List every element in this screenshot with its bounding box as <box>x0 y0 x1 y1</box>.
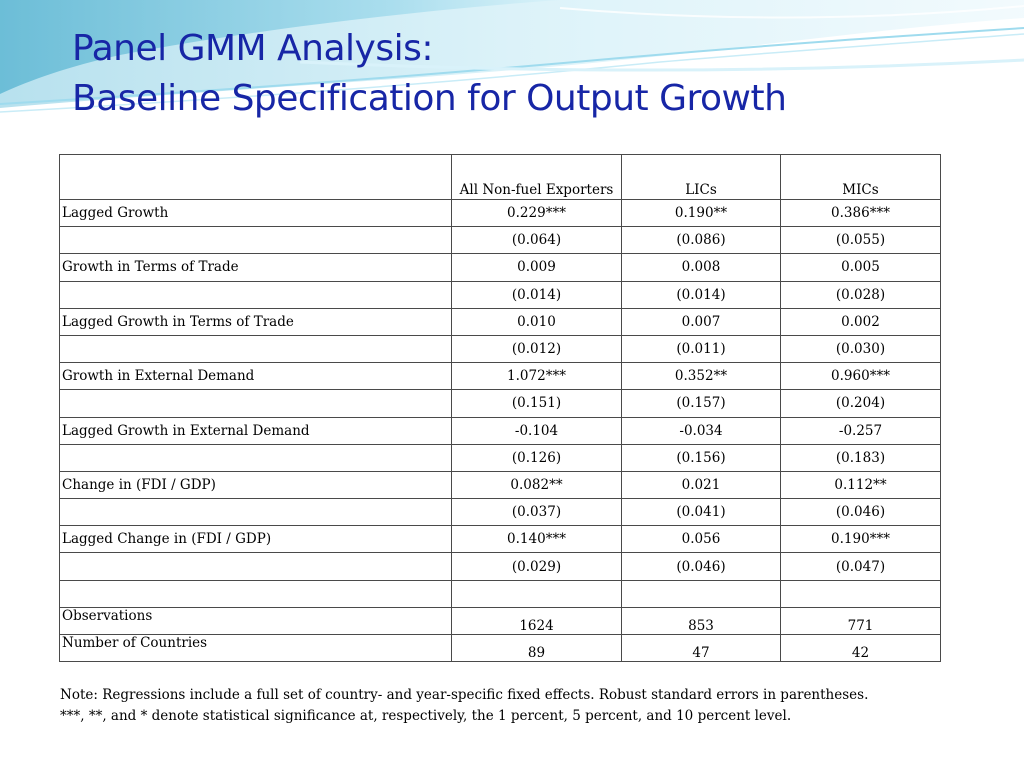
cell-mics: (0.030) <box>781 335 941 362</box>
table-row <box>60 607 941 634</box>
cell-mics: (0.055) <box>781 227 941 254</box>
cell-lics: 47 <box>622 635 781 662</box>
cell-lics: (0.156) <box>622 444 781 471</box>
header-cell-blank <box>60 155 452 200</box>
header-all-non-fuel-exporters: All Non-fuel Exporters <box>452 155 622 200</box>
note-line-2: ***, **, and * denote statistical significance at, respectively, the 1 percent, 5 percent, and 10 percent level. <box>60 708 792 724</box>
table-row <box>60 227 941 254</box>
cell-all: (0.014) <box>452 281 622 308</box>
table-header-row <box>60 155 941 200</box>
cell-lics: 0.021 <box>622 471 781 498</box>
row-label <box>60 281 452 308</box>
cell-all <box>452 580 622 607</box>
cell-lics: 0.008 <box>622 254 781 281</box>
table-row <box>60 553 941 580</box>
row-label: Change in (FDI / GDP) <box>60 471 452 498</box>
row-label <box>60 499 452 526</box>
cell-lics: 0.056 <box>622 526 781 553</box>
row-label <box>60 227 452 254</box>
cell-mics: 0.386*** <box>781 200 941 227</box>
row-label: Lagged Growth in External Demand <box>60 417 452 444</box>
cell-all: 0.082** <box>452 471 622 498</box>
table-row <box>60 390 941 417</box>
table-row <box>60 254 941 281</box>
cell-mics: -0.257 <box>781 417 941 444</box>
row-label <box>60 444 452 471</box>
cell-mics <box>781 580 941 607</box>
cell-mics: 0.960*** <box>781 363 941 390</box>
cell-lics: -0.034 <box>622 417 781 444</box>
table-row <box>60 499 941 526</box>
cell-lics <box>622 580 781 607</box>
header-lics: LICs <box>622 155 781 200</box>
header-mics: MICs <box>781 155 941 200</box>
table-row <box>60 526 941 553</box>
row-label <box>60 580 452 607</box>
table-row <box>60 200 941 227</box>
cell-mics: (0.047) <box>781 553 941 580</box>
cell-all: (0.037) <box>452 499 622 526</box>
row-label <box>60 335 452 362</box>
cell-mics: 0.112** <box>781 471 941 498</box>
table-row <box>60 417 941 444</box>
row-label <box>60 390 452 417</box>
row-label <box>60 553 452 580</box>
cell-lics: 853 <box>622 607 781 634</box>
cell-mics: 0.005 <box>781 254 941 281</box>
cell-mics: (0.204) <box>781 390 941 417</box>
cell-all: 0.010 <box>452 308 622 335</box>
cell-lics: (0.011) <box>622 335 781 362</box>
row-label: Lagged Growth <box>60 200 452 227</box>
table-row <box>60 335 941 362</box>
cell-mics: 771 <box>781 607 941 634</box>
row-label: Lagged Change in (FDI / GDP) <box>60 526 452 553</box>
cell-mics: (0.183) <box>781 444 941 471</box>
cell-mics: 0.002 <box>781 308 941 335</box>
row-label: Growth in Terms of Trade <box>60 254 452 281</box>
cell-lics: 0.007 <box>622 308 781 335</box>
cell-all: (0.012) <box>452 335 622 362</box>
row-label: Observations <box>60 607 452 634</box>
cell-all: 1624 <box>452 607 622 634</box>
row-label: Lagged Growth in Terms of Trade <box>60 308 452 335</box>
cell-all: (0.126) <box>452 444 622 471</box>
cell-all: 0.140*** <box>452 526 622 553</box>
cell-all: (0.151) <box>452 390 622 417</box>
cell-all: (0.029) <box>452 553 622 580</box>
table-row <box>60 580 941 607</box>
table-row <box>60 281 941 308</box>
cell-mics: 0.190*** <box>781 526 941 553</box>
table-row <box>60 635 941 662</box>
row-label: Number of Countries <box>60 635 452 662</box>
cell-mics: (0.028) <box>781 281 941 308</box>
title-line-2: Baseline Specification for Output Growth <box>72 78 787 119</box>
table-row <box>60 444 941 471</box>
cell-mics: (0.046) <box>781 499 941 526</box>
cell-lics: (0.157) <box>622 390 781 417</box>
cell-lics: (0.046) <box>622 553 781 580</box>
table-row <box>60 363 941 390</box>
cell-mics: 42 <box>781 635 941 662</box>
cell-all: 0.229*** <box>452 200 622 227</box>
table-row <box>60 308 941 335</box>
regression-table <box>59 154 941 662</box>
cell-all: 89 <box>452 635 622 662</box>
slide-title <box>72 24 786 124</box>
cell-lics: 0.352** <box>622 363 781 390</box>
cell-all: 1.072*** <box>452 363 622 390</box>
cell-lics: (0.086) <box>622 227 781 254</box>
cell-lics: (0.014) <box>622 281 781 308</box>
title-line-1: Panel GMM Analysis: <box>72 28 433 69</box>
cell-all: (0.064) <box>452 227 622 254</box>
row-label: Growth in External Demand <box>60 363 452 390</box>
note-line-1: Note: Regressions include a full set of country- and year-specific fixed effects. Robust standard errors in parentheses. <box>60 687 869 703</box>
cell-lics: (0.041) <box>622 499 781 526</box>
table-note <box>60 685 960 727</box>
cell-all: -0.104 <box>452 417 622 444</box>
cell-lics: 0.190** <box>622 200 781 227</box>
cell-all: 0.009 <box>452 254 622 281</box>
table-row <box>60 471 941 498</box>
